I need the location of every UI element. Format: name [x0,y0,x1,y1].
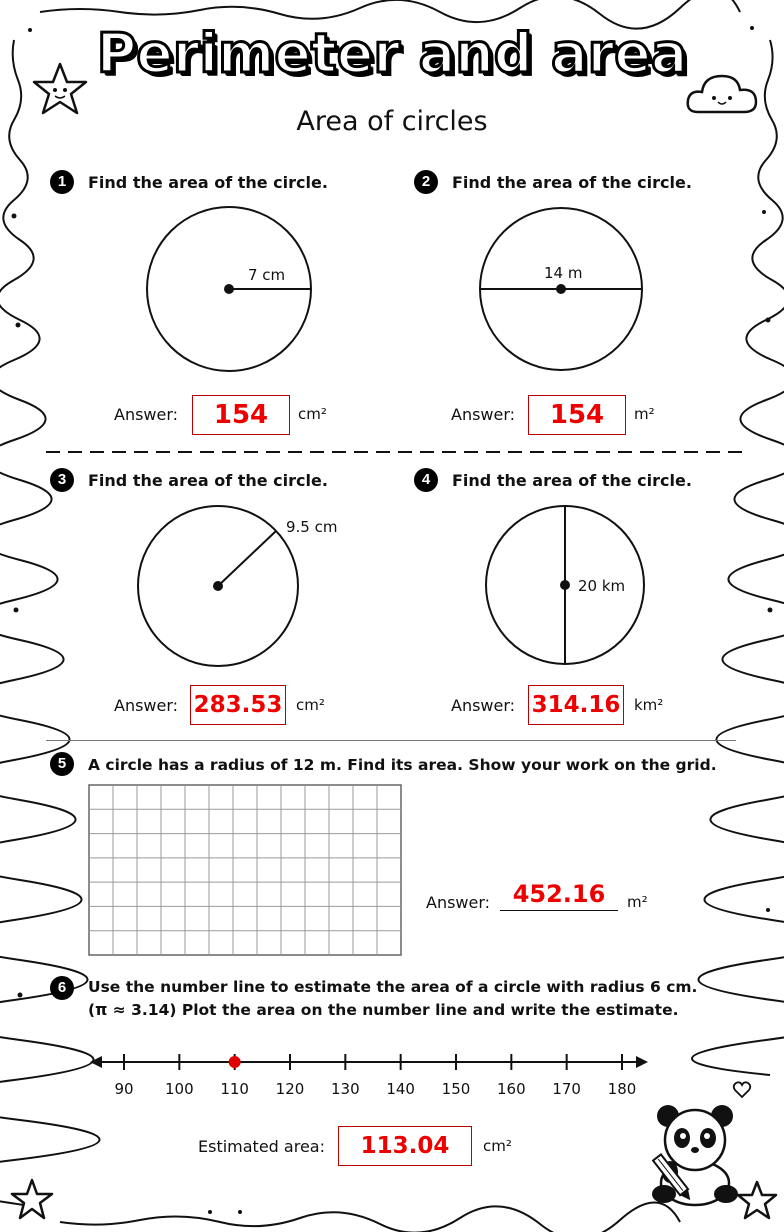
problem-2-prompt: Find the area of the circle. [452,173,692,192]
number-line-tick-label: 120 [275,1080,305,1098]
unit-6: cm² [483,1137,512,1155]
answer-label-2: Answer: [451,405,516,424]
problem-number-4: 4 [414,468,438,492]
circle-diagram-2 [474,206,650,376]
radius-label-1: 7 cm [248,266,286,284]
unit-3: cm² [296,696,325,714]
work-grid[interactable] [88,784,402,956]
problem-6-prompt-line1: Use the number line to estimate the area of a circle with radius 6 cm. [88,978,698,996]
answer-label-3: Answer: [114,696,179,715]
page-title: Perimeter and area [96,22,688,85]
unit-5: m² [627,893,648,911]
number-line-tick-label: 140 [386,1080,415,1098]
answer-line-5[interactable]: 452.16 [500,880,618,911]
number-line-tick-label: 170 [552,1080,581,1098]
answer-label-5: Answer: [426,893,491,912]
circle-diagram-1 [140,206,320,376]
heart-icon [732,1080,752,1100]
problem-6-prompt-line2: (π ≈ 3.14) Plot the area on the number line and write the estimate. [88,1001,679,1019]
problem-number-1: 1 [50,170,74,194]
diameter-label-2: 14 m [544,264,583,282]
section-divider-solid [46,740,736,741]
answer-box-6[interactable]: 113.04 [338,1126,472,1166]
answer-box-1[interactable]: 154 [192,395,290,435]
problem-number-3: 3 [50,468,74,492]
number-line-tick-label: 100 [165,1080,194,1098]
number-line-tick-label: 110 [220,1080,249,1098]
problem-1-prompt: Find the area of the circle. [88,173,328,192]
problem-3-prompt: Find the area of the circle. [88,471,328,490]
number-line[interactable] [90,1048,650,1078]
number-line-tick-label: 150 [441,1080,471,1098]
number-line-tick-label: 160 [497,1080,526,1098]
problem-number-5: 5 [50,752,74,776]
circle-diagram-3 [134,504,304,672]
diameter-label-4: 20 km [578,577,626,595]
problem-number-2: 2 [414,170,438,194]
answer-label-4: Answer: [451,696,516,715]
answer-box-2[interactable]: 154 [528,395,626,435]
number-line-tick-label: 90 [114,1080,134,1098]
unit-2: m² [634,405,655,423]
problem-5-prompt: A circle has a radius of 12 m. Find its area. Show your work on the grid. [88,756,717,774]
answer-box-4[interactable]: 314.16 [528,685,624,725]
number-line-tick-label: 180 [607,1080,637,1098]
star-icon [8,1176,56,1224]
plotted-point[interactable] [229,1056,241,1068]
unit-4: km² [634,696,664,714]
pencil-icon [648,1148,698,1208]
answer-label-6: Estimated area: [198,1137,325,1156]
problem-number-6: 6 [50,976,74,1000]
unit-1: cm² [298,405,327,423]
number-line-tick-label: 130 [331,1080,360,1098]
radius-label-3: 9.5 cm [286,518,338,536]
page-subtitle: Area of circles [296,106,488,137]
section-divider [46,450,746,454]
answer-label-1: Answer: [114,405,179,424]
answer-box-3[interactable]: 283.53 [190,685,286,725]
problem-4-prompt: Find the area of the circle. [452,471,692,490]
